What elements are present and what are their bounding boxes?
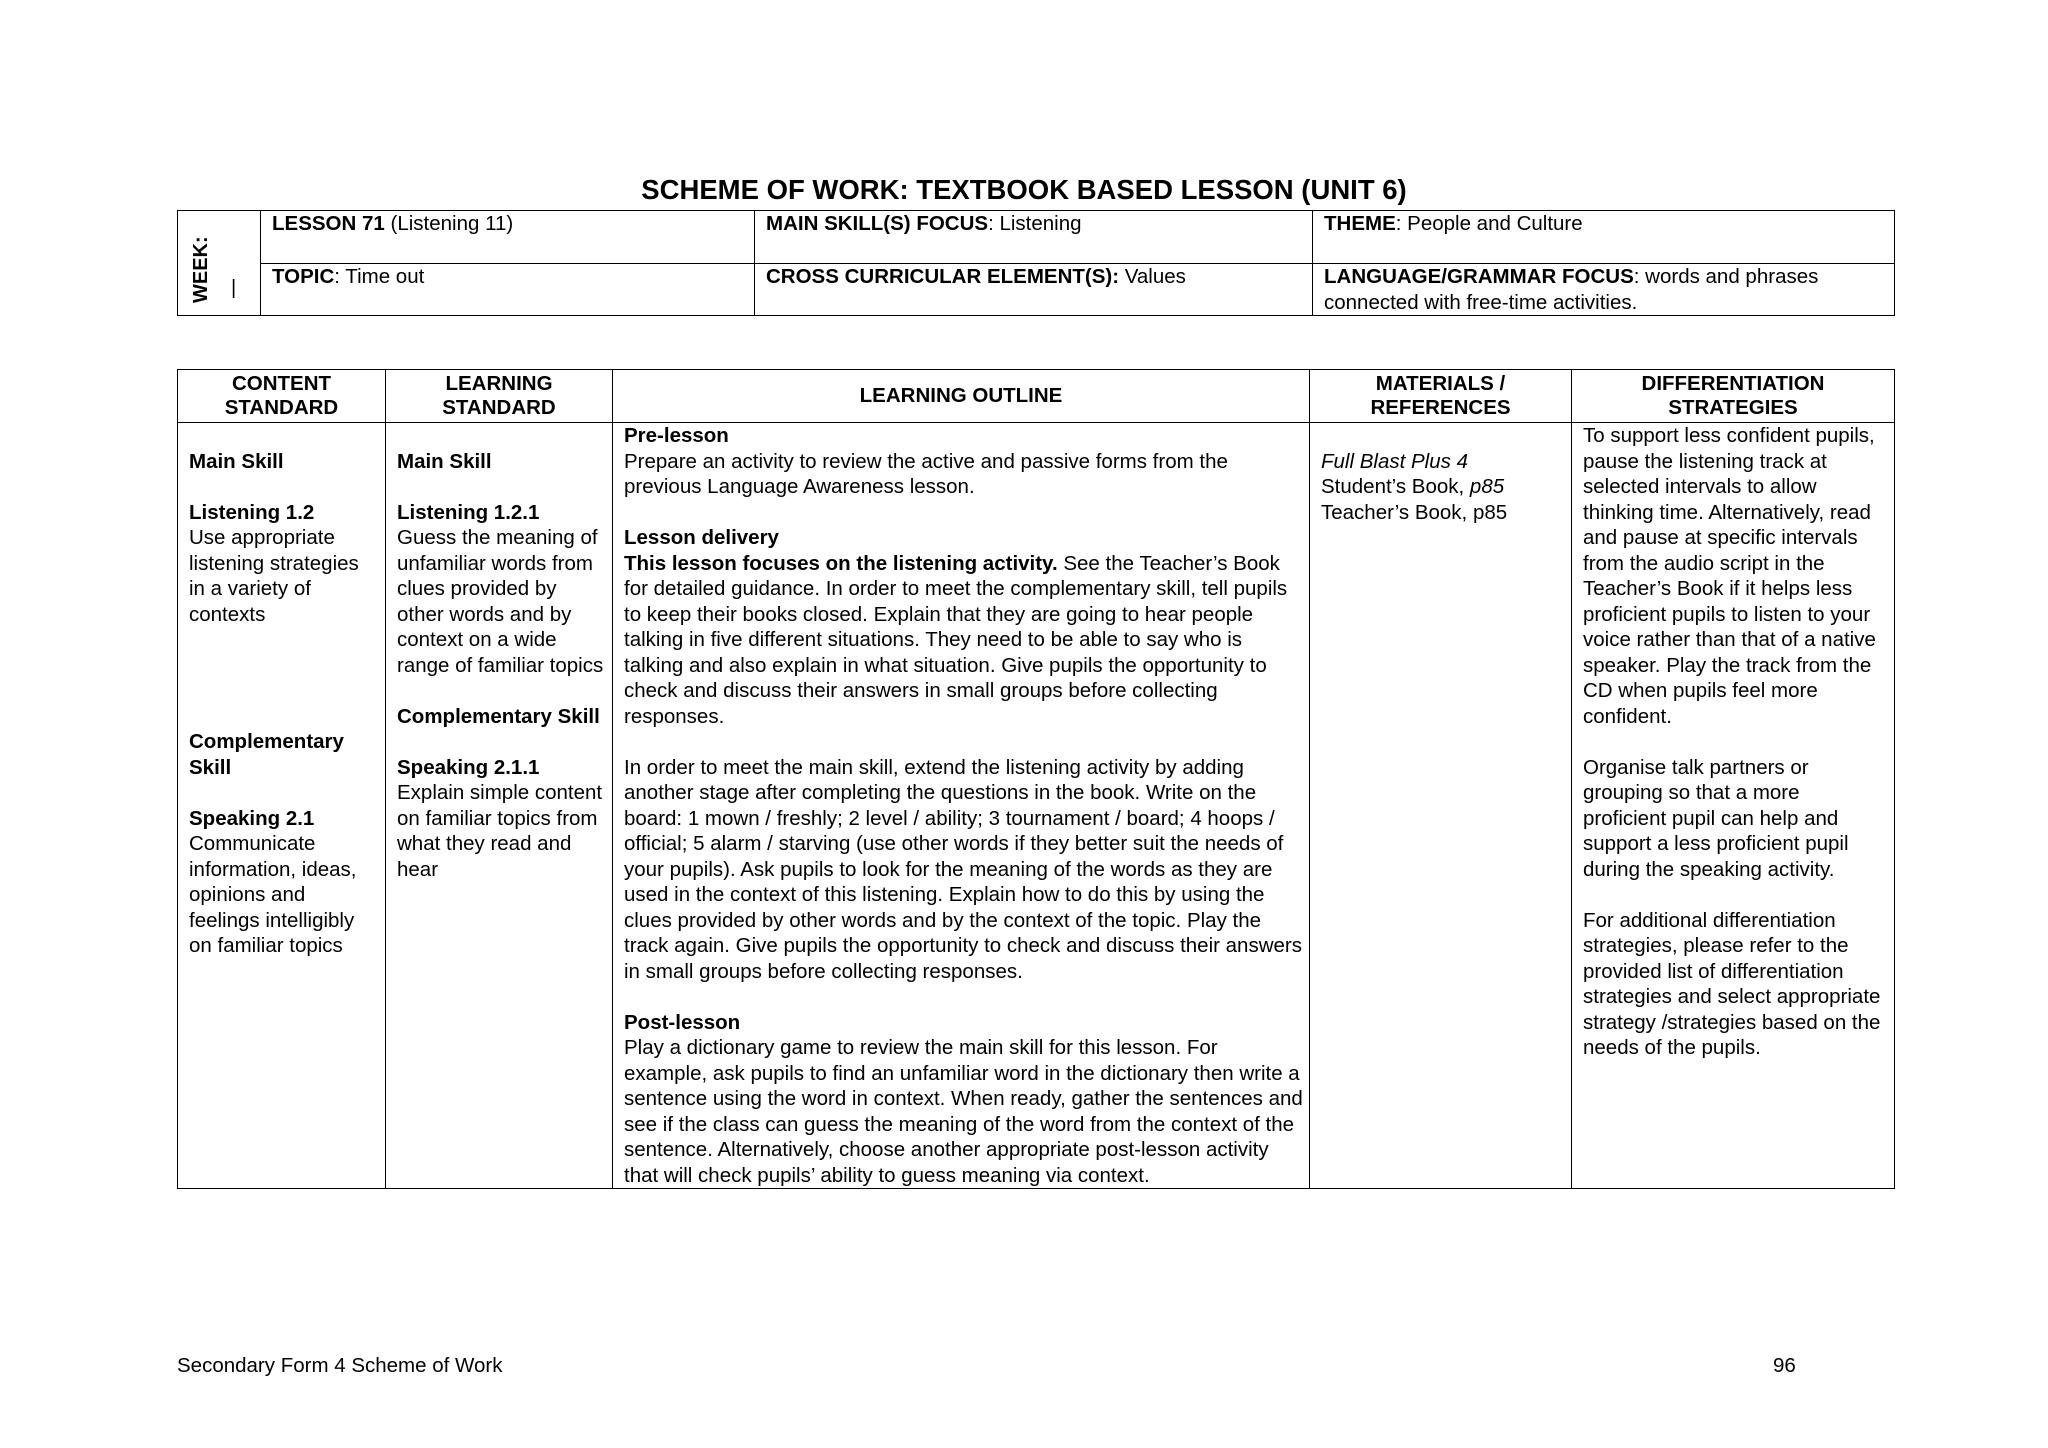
differentiation-paragraph-1: To support less confident pupils, pause the listening track at selected intervals to allow thinking time. Alternatively, read and pause at specific intervals from the audio script in the Teacher’s Book if it helps less proficient pupils to listen to your voice rather than that of a native speaker. Play the track from the CD when pupils feel more confident. bbox=[1583, 424, 1876, 728]
teachers-book-reference: Teacher’s Book, p85 bbox=[1321, 500, 1508, 524]
lesson-header-table bbox=[177, 210, 1895, 316]
topic-label: TOPIC bbox=[272, 265, 335, 288]
content-standard-cell bbox=[178, 423, 386, 1189]
column-header-differentiation: DIFFERENTIATION STRATEGIES bbox=[1572, 370, 1895, 423]
main-skill-extension-text: In order to meet the main skill, extend the listening activity by adding another stage after completing the questions in the book. Write on the board: 1 mown / freshly; 2 level / ability; 3 tournament / board; 4 hoops / official; 5 alarm / starving (use other words if they better suit the needs of your pupils). Ask pupils to look for the meaning of the words as they are used in the context of this listening. Explain how to do this by using the clues provided by other words and by the context of the topic. Play the track again. Give pupils the opportunity to check and discuss their answers in small groups before collecting responses. bbox=[624, 755, 1302, 983]
lesson-value: (Listening 11) bbox=[384, 212, 514, 235]
cross-curricular-label: CROSS CURRICULAR ELEMENT(S): bbox=[766, 265, 1120, 288]
learning-main-text: Guess the meaning of unfamiliar words from clues provided by other words and by context on a wide range of familiar topics bbox=[397, 526, 604, 677]
column-header-row bbox=[178, 370, 1895, 423]
learning-complementary-text: Explain simple content on familiar topics from what they read and hear bbox=[397, 781, 603, 881]
week-value: | bbox=[231, 277, 237, 299]
lesson-label: LESSON 71 bbox=[272, 212, 385, 235]
content-complementary-code: Speaking 2.1 bbox=[189, 806, 315, 830]
footer-page-number: 96 bbox=[1773, 1354, 1796, 1377]
content-row bbox=[178, 423, 1895, 1189]
lesson-plan-table bbox=[177, 369, 1895, 1189]
column-header-learning-standard: LEARNING STANDARD bbox=[386, 370, 613, 423]
content-complementary-heading: Complementary Skill bbox=[189, 730, 344, 779]
content-main-code: Listening 1.2 bbox=[189, 500, 315, 524]
cross-curricular-value: Values bbox=[1119, 265, 1186, 288]
topic-cell bbox=[261, 264, 755, 316]
topic-value: : Time out bbox=[334, 265, 425, 288]
learning-main-code: Listening 1.2.1 bbox=[397, 500, 540, 524]
footer-document-title: Secondary Form 4 Scheme of Work bbox=[177, 1354, 503, 1377]
post-lesson-heading: Post-lesson bbox=[624, 1010, 741, 1034]
column-header-content-standard: CONTENT STANDARD bbox=[178, 370, 386, 423]
main-skill-focus-cell bbox=[755, 211, 1313, 264]
content-main-skill-heading: Main Skill bbox=[189, 449, 284, 473]
page-title: SCHEME OF WORK: TEXTBOOK BASED LESSON (UNIT 6) bbox=[641, 174, 1407, 205]
materials-cell bbox=[1310, 423, 1572, 1189]
learning-standard-cell bbox=[386, 423, 613, 1189]
textbook-title: Full Blast Plus 4 bbox=[1321, 449, 1468, 473]
lesson-delivery-emphasis: This lesson focuses on the listening activity. bbox=[624, 551, 1058, 575]
students-book-reference: Student’s Book, bbox=[1321, 475, 1470, 498]
lesson-cell bbox=[261, 211, 755, 264]
cross-curricular-cell bbox=[755, 264, 1313, 316]
post-lesson-text: Play a dictionary game to review the main skill for this lesson. For example, ask pupils to find an unfamiliar word in the dictionary then write a sentence using the word in context. When ready, gather the sentences and see if the class can guess the meaning of the word from the context of the sentence. Alternatively, choose another appropriate post-lesson activity that will check pupils’ ability to guess meaning via context. bbox=[624, 1036, 1303, 1187]
grammar-focus-value: : words and phrases connected with free-time activities. bbox=[1324, 265, 1819, 314]
content-main-text: Use appropriate listening strategies in a variety of contexts bbox=[189, 526, 359, 626]
theme-label: THEME bbox=[1324, 212, 1396, 235]
theme-value: : People and Culture bbox=[1395, 212, 1583, 235]
grammar-focus-label: LANGUAGE/GRAMMAR FOCUS bbox=[1324, 265, 1634, 288]
column-header-materials: MATERIALS / REFERENCES bbox=[1310, 370, 1572, 423]
content-complementary-text: Communicate information, ideas, opinions and feelings intelligibly on familiar topics bbox=[189, 832, 357, 957]
differentiation-paragraph-3: For additional differentiation strategies, please refer to the provided list of differentiation strategies and select appropriate strategy /strategies based on the needs of the pupils. bbox=[1583, 908, 1881, 1059]
differentiation-paragraph-2: Organise talk partners or grouping so that a more proficient pupil can help and support a less proficient pupil during the speaking activity. bbox=[1583, 755, 1849, 881]
week-cell bbox=[178, 211, 261, 316]
differentiation-cell bbox=[1572, 423, 1895, 1189]
learning-main-skill-heading: Main Skill bbox=[397, 449, 492, 473]
learning-complementary-heading: Complementary Skill bbox=[397, 704, 600, 728]
main-skill-focus-label: MAIN SKILL(S) FOCUS bbox=[766, 212, 989, 235]
lesson-delivery-text: See the Teacher’s Book for detailed guidance. In order to meet the complementary skill, tell pupils to keep their books closed. Explain that they are going to hear people talking in five different situations. They need to be able to say who is talking and also explain in what situation. Give pupils the opportunity to check and discuss their answers in small groups before collecting responses. bbox=[624, 551, 1288, 728]
pre-lesson-heading: Pre-lesson bbox=[624, 424, 729, 447]
lesson-delivery-heading: Lesson delivery bbox=[624, 526, 779, 549]
theme-cell bbox=[1313, 211, 1895, 264]
learning-complementary-code: Speaking 2.1.1 bbox=[397, 755, 540, 779]
column-header-learning-outline: LEARNING OUTLINE bbox=[613, 370, 1310, 423]
learning-outline-cell bbox=[613, 423, 1310, 1189]
students-book-page: p85 bbox=[1469, 475, 1505, 498]
main-skill-focus-value: : Listening bbox=[988, 212, 1082, 235]
week-label: WEEK: bbox=[190, 236, 212, 303]
grammar-focus-cell bbox=[1313, 264, 1895, 316]
pre-lesson-text: Prepare an activity to review the active and passive forms from the previous Language Awareness lesson. bbox=[624, 449, 1228, 498]
